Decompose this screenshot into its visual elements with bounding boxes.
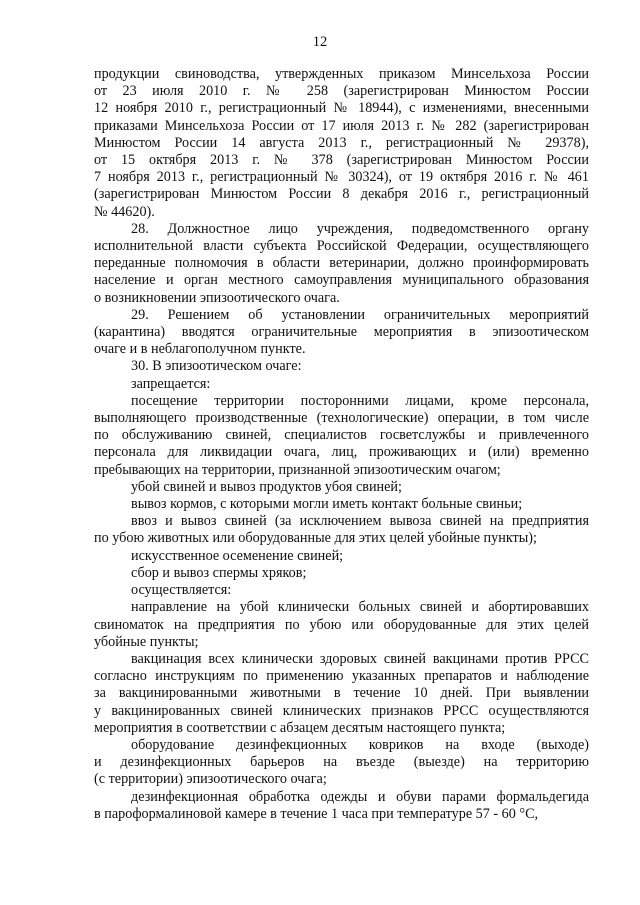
text-line: 29. Решением об установлении ограничительных мероприятий xyxy=(131,306,589,323)
text-line: сбор и вывоз спермы хряков; xyxy=(131,564,307,581)
text-line: 30. В эпизоотическом очаге: xyxy=(131,358,302,375)
text-line: о возникновении эпизоотического очага. xyxy=(94,289,340,306)
text-line: посещение территории посторонними лицами, кроме персонала, xyxy=(131,392,589,409)
text-line: оборудование дезинфекционных ковриков на входе (выходе) xyxy=(131,736,589,753)
text-line: 7 ноября 2013 г., регистрационный № 30324), от 19 октября 2016 г. № 461 xyxy=(94,169,589,186)
paragraph xyxy=(94,789,589,823)
text-line: в пароформалиновой камере в течение 1 часа при температуре 57 - 60 °С, xyxy=(94,805,539,822)
text-line: выполняющего производственные (технологические) операции, в том числе xyxy=(94,410,589,427)
text-line: 28. Должностное лицо учреждения, подведомственного органу xyxy=(131,220,589,237)
text-line: мероприятия в соответствии с абзацем десятым настоящего пункта; xyxy=(94,719,506,736)
text-line: ввоз и вывоз свиней (за исключением вывоза свиней на предприятия xyxy=(131,513,589,530)
text-line: (зарегистрирован Минюстом России 8 декабря 2016 г., регистрационный xyxy=(94,186,589,203)
text-line: за вакцинированными животными в течение 10 дней. При выявлении xyxy=(94,685,589,702)
paragraph xyxy=(94,599,589,651)
text-line: персонала для ликвидации очага, лиц, проживающих и (или) временно xyxy=(94,444,589,461)
paragraph xyxy=(94,582,589,599)
text-line: от 15 октября 2013 г. № 378 (зарегистрирован Минюстом России xyxy=(94,152,589,169)
text-line: вывоз кормов, с которыми могли иметь контакт больные свиньи; xyxy=(131,496,523,513)
text-line: приказами Минсельхоза России от 17 июля 2013 г. № 282 (зарегистрирован xyxy=(94,117,589,134)
text-line: свиноматок на предприятия по убою или оборудованные для этих целей xyxy=(94,616,589,633)
text-line: продукции свиноводства, утвержденных приказом Минсельхоза России xyxy=(94,66,589,82)
paragraph xyxy=(94,307,589,359)
text-line: убой свиней и вывоз продуктов убоя свиней; xyxy=(131,478,402,495)
page-number: 12 xyxy=(312,34,328,50)
paragraph xyxy=(94,358,589,375)
text-line: искусственное осеменение свиней; xyxy=(131,547,344,564)
text-line: направление на убой клинически больных свиней и абортировавших xyxy=(131,599,589,616)
paragraph xyxy=(94,737,589,789)
text-line: и дезинфекционных барьеров на въезде (выезде) на территорию xyxy=(94,754,589,771)
text-line: переданные полномочия в области ветеринарии, должно проинформировать xyxy=(94,255,589,272)
text-line: от 23 июля 2010 г. № 258 (зарегистрирован Минюстом России xyxy=(94,83,589,100)
text-line: осуществляется: xyxy=(131,582,232,599)
text-line: по убою животных или оборудованные для этих целей убойные пункты); xyxy=(94,530,537,547)
text-line: согласно инструкциям по применению указанных препаратов и наблюдение xyxy=(94,668,589,685)
paragraph xyxy=(94,393,589,479)
document-body xyxy=(94,66,589,823)
text-line: исполнительной власти субъекта Российской Федерации, осуществляющего xyxy=(94,238,589,255)
paragraph xyxy=(94,651,589,737)
text-line: (карантина) вводятся ограничительные мероприятия в эпизоотическом xyxy=(94,324,589,341)
text-line: дезинфекционная обработка одежды и обуви парами формальдегида xyxy=(131,788,589,805)
paragraph xyxy=(94,496,589,513)
paragraph xyxy=(94,565,589,582)
text-line: № 44620). xyxy=(94,203,155,220)
text-line: запрещается: xyxy=(131,375,211,392)
text-line: убойные пункты; xyxy=(94,633,199,650)
text-line: (с территории) эпизоотического очага; xyxy=(94,771,327,788)
paragraph xyxy=(94,513,589,547)
text-line: 12 ноября 2010 г., регистрационный № 18944), с изменениями, внесенными xyxy=(94,100,589,117)
text-line: по обслуживанию свиней, специалистов госветслужбы и привлеченного xyxy=(94,427,589,444)
text-line: население и орган местного самоуправления муниципального образования xyxy=(94,272,589,289)
paragraph xyxy=(94,376,589,393)
paragraph xyxy=(94,479,589,496)
text-line: пребывающих на территории, признанной эпизоотическим очагом; xyxy=(94,461,501,478)
text-line: очаге и в неблагополучном пункте. xyxy=(94,341,306,358)
paragraph xyxy=(94,66,589,221)
text-line: вакцинация всех клинически здоровых свиней вакцинами против РРСС xyxy=(131,650,589,667)
text-line: Минюстом России 14 августа 2013 г., регистрационный № 29378), xyxy=(94,134,589,151)
paragraph xyxy=(94,221,589,307)
paragraph xyxy=(94,548,589,565)
text-line: у вакцинированных свиней клинических признаков РРСС осуществляются xyxy=(94,702,589,719)
